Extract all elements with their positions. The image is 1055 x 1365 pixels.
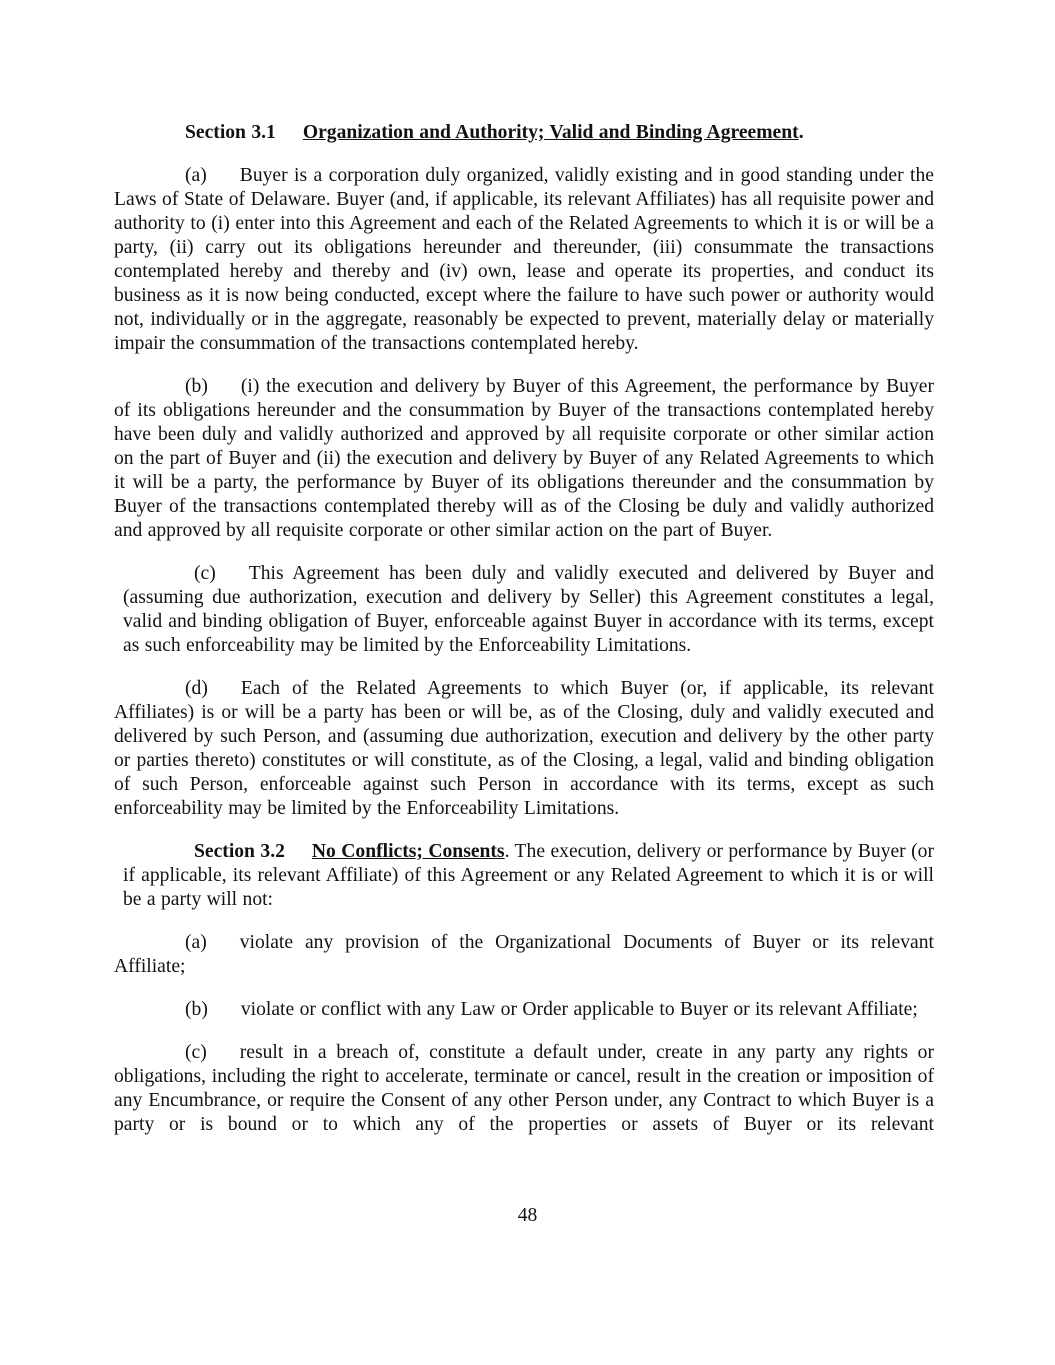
para-3-2-b-label: (b) <box>185 999 208 1020</box>
page-number: 48 <box>517 1205 538 1226</box>
para-3-1-b-label: (b) <box>185 376 208 397</box>
section-3-2-number: Section 3.2 <box>194 841 285 862</box>
para-3-1-c <box>114 562 934 658</box>
para-3-2-c-text: result in a breach of, constitute a default under, create in any party any rights or obligations, including the right to accelerate, terminate or cancel, result in the creation or imposition of any Encumbrance, or require the Consent of any other Person under, any Contract to which Buyer is a party or is bound or to which any of the properties or assets of Buyer or its relevant <box>114 1042 934 1135</box>
para-3-2-a <box>114 931 934 979</box>
section-3-1-title: Organization and Authority; Valid and Binding Agreement <box>302 122 799 143</box>
section-3-2-heading-paragraph <box>114 840 934 912</box>
document-content <box>114 121 934 1156</box>
para-3-2-b <box>114 998 934 1022</box>
section-3-2-intro-text: . The execution, delivery or performance by Buyer (or if applicable, its relevant Affiliate) of this Agreement or any Related Agreement to which it is or will be a party will not: <box>123 841 934 910</box>
para-3-2-c <box>114 1041 934 1137</box>
section-3-1-number: Section 3.1 <box>185 122 276 143</box>
section-3-1-heading <box>114 121 934 145</box>
para-3-1-a-label: (a) <box>185 165 207 186</box>
para-3-2-b-text: violate or conflict with any Law or Order applicable to Buyer or its relevant Affiliate; <box>240 999 918 1020</box>
para-3-1-d <box>114 677 934 821</box>
section-3-2-title: No Conflicts; Consents <box>311 841 505 862</box>
para-3-1-a <box>114 164 934 356</box>
para-3-1-a-text: Buyer is a corporation duly organized, validly existing and in good standing under the Laws of State of Delaware. Buyer (and, if applicable, its relevant Affiliates) has all requisite power and authority to (i) enter into this Agreement and each of the Related Agreements to which it is or will be a party, (ii) carry out its obligations hereunder and thereunder, (iii) consummate the transactions contemplated hereby and thereby and (iv) own, lease and operate its properties, and conduct its business as it is now being conducted, except where the failure to have such power or authority would not, individually or in the aggregate, reasonably be expected to prevent, materially delay or materially impair the consummation of the transactions contemplated hereby. <box>114 165 934 354</box>
para-3-1-d-text: Each of the Related Agreements to which Buyer (or, if applicable, its relevant Affiliates) is or will be a party has been or will be, as of the Closing, duly and validly executed and delivered by such Person, and (assuming due authorization, execution and delivery by the other party or parties thereto) constitutes or will constitute, as of the Closing, a legal, valid and binding obligation of such Person, enforceable against such Person in accordance with its terms, except as such enforceability may be limited by the Enforceability Limitations. <box>114 678 934 819</box>
para-3-1-b-text: (i) the execution and delivery by Buyer of this Agreement, the performance by Buyer of its obligations hereunder and the consummation by Buyer of the transactions contemplated hereby have been duly and validly authorized and approved by all requisite corporate or other similar action on the part of Buyer and (ii) the execution and delivery by Buyer of any Related Agreements to which it will be a party, the performance by Buyer of its obligations thereunder and the consummation by Buyer of the transactions contemplated thereby will as of the Closing be duly and validly authorized and approved by all requisite corporate or other similar action on the part of Buyer. <box>114 376 934 541</box>
para-3-2-a-label: (a) <box>185 932 207 953</box>
para-3-1-b <box>114 375 934 543</box>
para-3-1-d-label: (d) <box>185 678 208 699</box>
para-3-2-a-text: violate any provision of the Organizational Documents of Buyer or its relevant Affiliate; <box>114 932 934 977</box>
para-3-1-c-label: (c) <box>194 563 216 584</box>
para-3-1-c-text: This Agreement has been duly and validly executed and delivered by Buyer and (assuming due authorization, execution and delivery by Seller) this Agreement constitutes a legal, valid and binding obligation of Buyer, enforceable against Buyer in accordance with its terms, except as such enforceability may be limited by the Enforceability Limitations. <box>123 563 934 656</box>
section-3-1-title-period: . <box>798 122 804 143</box>
para-3-2-c-label: (c) <box>185 1042 207 1063</box>
